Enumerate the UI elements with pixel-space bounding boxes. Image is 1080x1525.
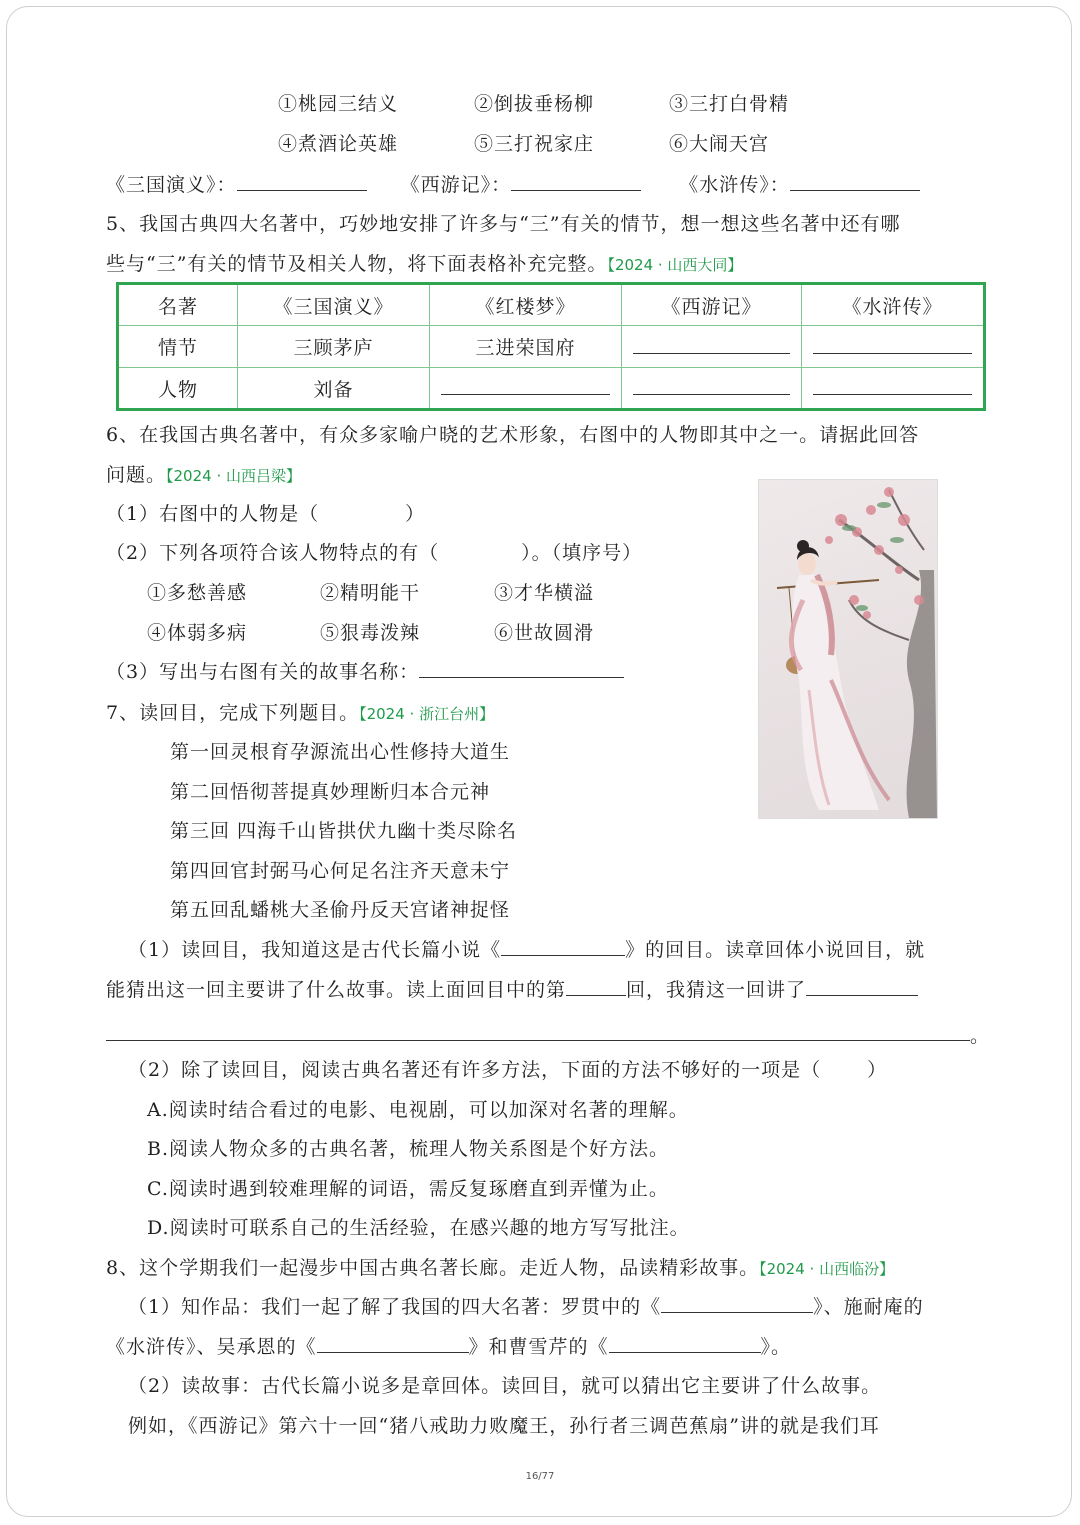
q8-sub-1-text-e: 》。: [760, 1336, 792, 1358]
q8-sub-1-text-b: 》、施耐庵的: [813, 1296, 924, 1318]
q7-chapter-4: 第四回官封弼马心何足名注齐天意未宁: [170, 860, 511, 882]
q8-sub-1-blank-3[interactable]: [609, 1334, 761, 1353]
table-row: [118, 326, 985, 368]
table-blank-cell[interactable]: [802, 368, 985, 410]
q8-sub-1-blank-1[interactable]: [661, 1294, 813, 1313]
q7-chapter-1: 第一回灵根育孕源流出心性修持大道生: [170, 741, 511, 763]
table-header-cell: 《红楼梦》: [430, 284, 622, 326]
q7-sub-1-story-blank-line-2[interactable]: [106, 1040, 970, 1041]
answer-blank[interactable]: [633, 376, 791, 395]
q7-choice-c: C.阅读时遇到较难理解的词语，需反复琢磨直到弄懂为止。: [147, 1178, 669, 1200]
q8-sub-1-text-d: 》和曹雪芹的《: [468, 1336, 609, 1358]
q6-option-3: ③才华横溢: [494, 582, 595, 604]
q4-blank-xiyou[interactable]: [511, 172, 641, 191]
q7-sub-1-line-1: [128, 937, 925, 963]
q7-sub-2-close: ）: [867, 1059, 888, 1081]
q7-sub-1-text-b: 》的回目。读章回体小说回目，就: [625, 939, 926, 961]
q6-sub-1: [106, 501, 425, 527]
q4-answer-row: [106, 172, 920, 198]
q6-option-1: ①多愁善感: [147, 582, 248, 604]
q7-chapter-5: 第五回乱蟠桃大圣偷丹反天宫诸神捉怪: [170, 899, 511, 921]
q6-sub-3-text: （3）写出与右图有关的故事名称：: [106, 661, 420, 683]
table-blank-cell[interactable]: [622, 368, 802, 410]
q7-title: 7、读回目，完成下列题目。: [106, 702, 360, 724]
q7-sub-1-period: 。: [970, 1025, 991, 1047]
q5-line-2: [106, 251, 742, 278]
answer-blank[interactable]: [441, 376, 609, 395]
q7-chapter-3: 第三回 四海千山皆拱伏九幽十类尽除名: [170, 820, 518, 842]
q6-source-tag: 【2024 · 山西吕梁】: [166, 467, 301, 485]
q7-sub-1-story-blank[interactable]: [806, 977, 918, 996]
q7-chapter-2: 第二回悟彻菩提真妙理断归本合元神: [170, 781, 491, 803]
table-header-cell: 《西游记》: [622, 284, 802, 326]
q6-option-4: ④体弱多病: [147, 622, 248, 644]
q5-source-tag: 【2024 · 山西大同】: [607, 256, 743, 274]
q7-sub-2: [128, 1057, 887, 1083]
answer-blank[interactable]: [633, 335, 791, 354]
table-cell: 刘备: [238, 368, 430, 410]
q4-option-5: ⑤三打祝家庄: [474, 133, 595, 155]
q6-sub-1-close: ）: [405, 503, 426, 525]
q4-blank-sanguo[interactable]: [237, 172, 367, 191]
q4-book-shuihu: 《水浒传》：: [679, 174, 790, 196]
q6-line-2: [106, 462, 301, 489]
q8-title-line: [106, 1255, 894, 1282]
table-header-cell: 《水浒传》: [802, 284, 985, 326]
table-header-cell: 名著: [118, 284, 238, 326]
q4-option-2: ②倒拔垂杨柳: [474, 93, 595, 115]
q6-option-5: ⑤狠毒泼辣: [320, 622, 421, 644]
q6-line-1: 6、在我国古典名著中，有众多家喻户晓的艺术形象，右图中的人物即其中之一。请据此回答: [106, 424, 920, 446]
q6-option-2: ②精明能干: [320, 582, 421, 604]
q6-sub-3: [106, 659, 624, 685]
q5-line-1: 5、我国古典四大名著中，巧妙地安排了许多与“三”有关的情节，想一想这些名著中还有哪: [106, 213, 901, 235]
table-cell: 情节: [118, 326, 238, 368]
q7-choice-b: B.阅读人物众多的古典名著，梳理人物关系图是个好方法。: [147, 1138, 670, 1160]
q7-sub-1-book-blank[interactable]: [501, 937, 625, 956]
table-cell: 人物: [118, 368, 238, 410]
q7-sub-1-text-c: 能猜出这一回主要讲了什么故事。读上面回目中的第: [106, 979, 567, 1001]
table-row: [118, 368, 985, 410]
table-header-cell: 《三国演义》: [238, 284, 430, 326]
q7-sub-2-text: （2）除了读回目，阅读古典名著还有许多方法，下面的方法不够好的一项是（: [128, 1059, 822, 1081]
q4-option-4: ④煮酒论英雄: [278, 133, 399, 155]
q7-sub-1-text-a: （1）读回目，我知道这是古代长篇小说《: [128, 939, 502, 961]
table-row: [118, 284, 985, 326]
q7-sub-1-chapter-blank[interactable]: [566, 977, 626, 996]
q7-sub-1-line-2: [106, 977, 918, 1003]
q6-line-2-text: 问题。: [106, 464, 167, 486]
q8-sub-2: （2）读故事：古代长篇小说多是章回体。读回目，就可以猜出它主要讲了什么故事。: [128, 1375, 882, 1397]
q6-sub-2-close: ）。（填序号）: [521, 542, 643, 564]
q8-sub-1-blank-2[interactable]: [317, 1334, 469, 1353]
answer-blank[interactable]: [813, 335, 972, 354]
table-blank-cell[interactable]: [430, 368, 622, 410]
answer-blank[interactable]: [813, 376, 972, 395]
q6-sub-2-text: （2）下列各项符合该人物特点的有（: [106, 542, 440, 564]
q4-option-1: ①桃园三结义: [278, 93, 399, 115]
table-blank-cell[interactable]: [802, 326, 985, 368]
q6-sub-3-blank[interactable]: [419, 659, 624, 678]
q8-sub-1-text-c: 《水浒传》、吴承恩的《: [106, 1336, 317, 1358]
q8-title: 8、这个学期我们一起漫步中国古典名著长廊。走近人物，品读精彩故事。: [106, 1257, 760, 1279]
page-number: 16/77: [525, 1471, 555, 1482]
q4-blank-shuihu[interactable]: [790, 172, 920, 191]
q8-sub-1-line-1: [128, 1294, 924, 1320]
character-portrait-image: [758, 479, 938, 819]
portrait-illustration: [759, 480, 937, 818]
q7-choice-a: A.阅读时结合看过的电影、电视剧，可以加深对名著的理解。: [147, 1099, 689, 1121]
q4-option-3: ③三打白骨精: [669, 93, 790, 115]
q8-sub-1-line-2: [106, 1334, 791, 1360]
q6-option-6: ⑥世故圆滑: [494, 622, 595, 644]
q6-sub-1-text: （1）右图中的人物是（: [106, 503, 320, 525]
q8-source-tag: 【2024 · 山西临汾】: [759, 1260, 895, 1278]
table-cell: 三进荣国府: [430, 326, 622, 368]
q4-option-6: ⑥大闹天宫: [669, 133, 770, 155]
q7-source-tag: 【2024 · 浙江台州】: [359, 705, 495, 723]
q5-line-2-text: 些与“三”有关的情节及相关人物，将下面表格补充完整。: [106, 253, 608, 275]
q8-sub-1-text-a: （1）知作品：我们一起了解了我国的四大名著：罗贯中的《: [128, 1296, 662, 1318]
q5-table: [116, 282, 986, 411]
table-cell: 三顾茅庐: [238, 326, 430, 368]
q8-sub-2-line-2: 例如，《西游记》第六十一回“猪八戒助力败魔王，孙行者三调芭蕉扇”讲的就是我们耳: [128, 1415, 880, 1437]
q7-choice-d: D.阅读时可联系自己的生活经验，在感兴趣的地方写写批注。: [147, 1217, 690, 1239]
q4-book-xiyou: 《西游记》：: [400, 174, 512, 196]
q7-title-line: [106, 700, 494, 727]
table-blank-cell[interactable]: [622, 326, 802, 368]
q4-book-sanguo: 《三国演义》：: [106, 174, 237, 196]
q6-sub-2: [106, 540, 642, 566]
q7-sub-1-text-d: 回，我猜这一回讲了: [626, 979, 807, 1001]
